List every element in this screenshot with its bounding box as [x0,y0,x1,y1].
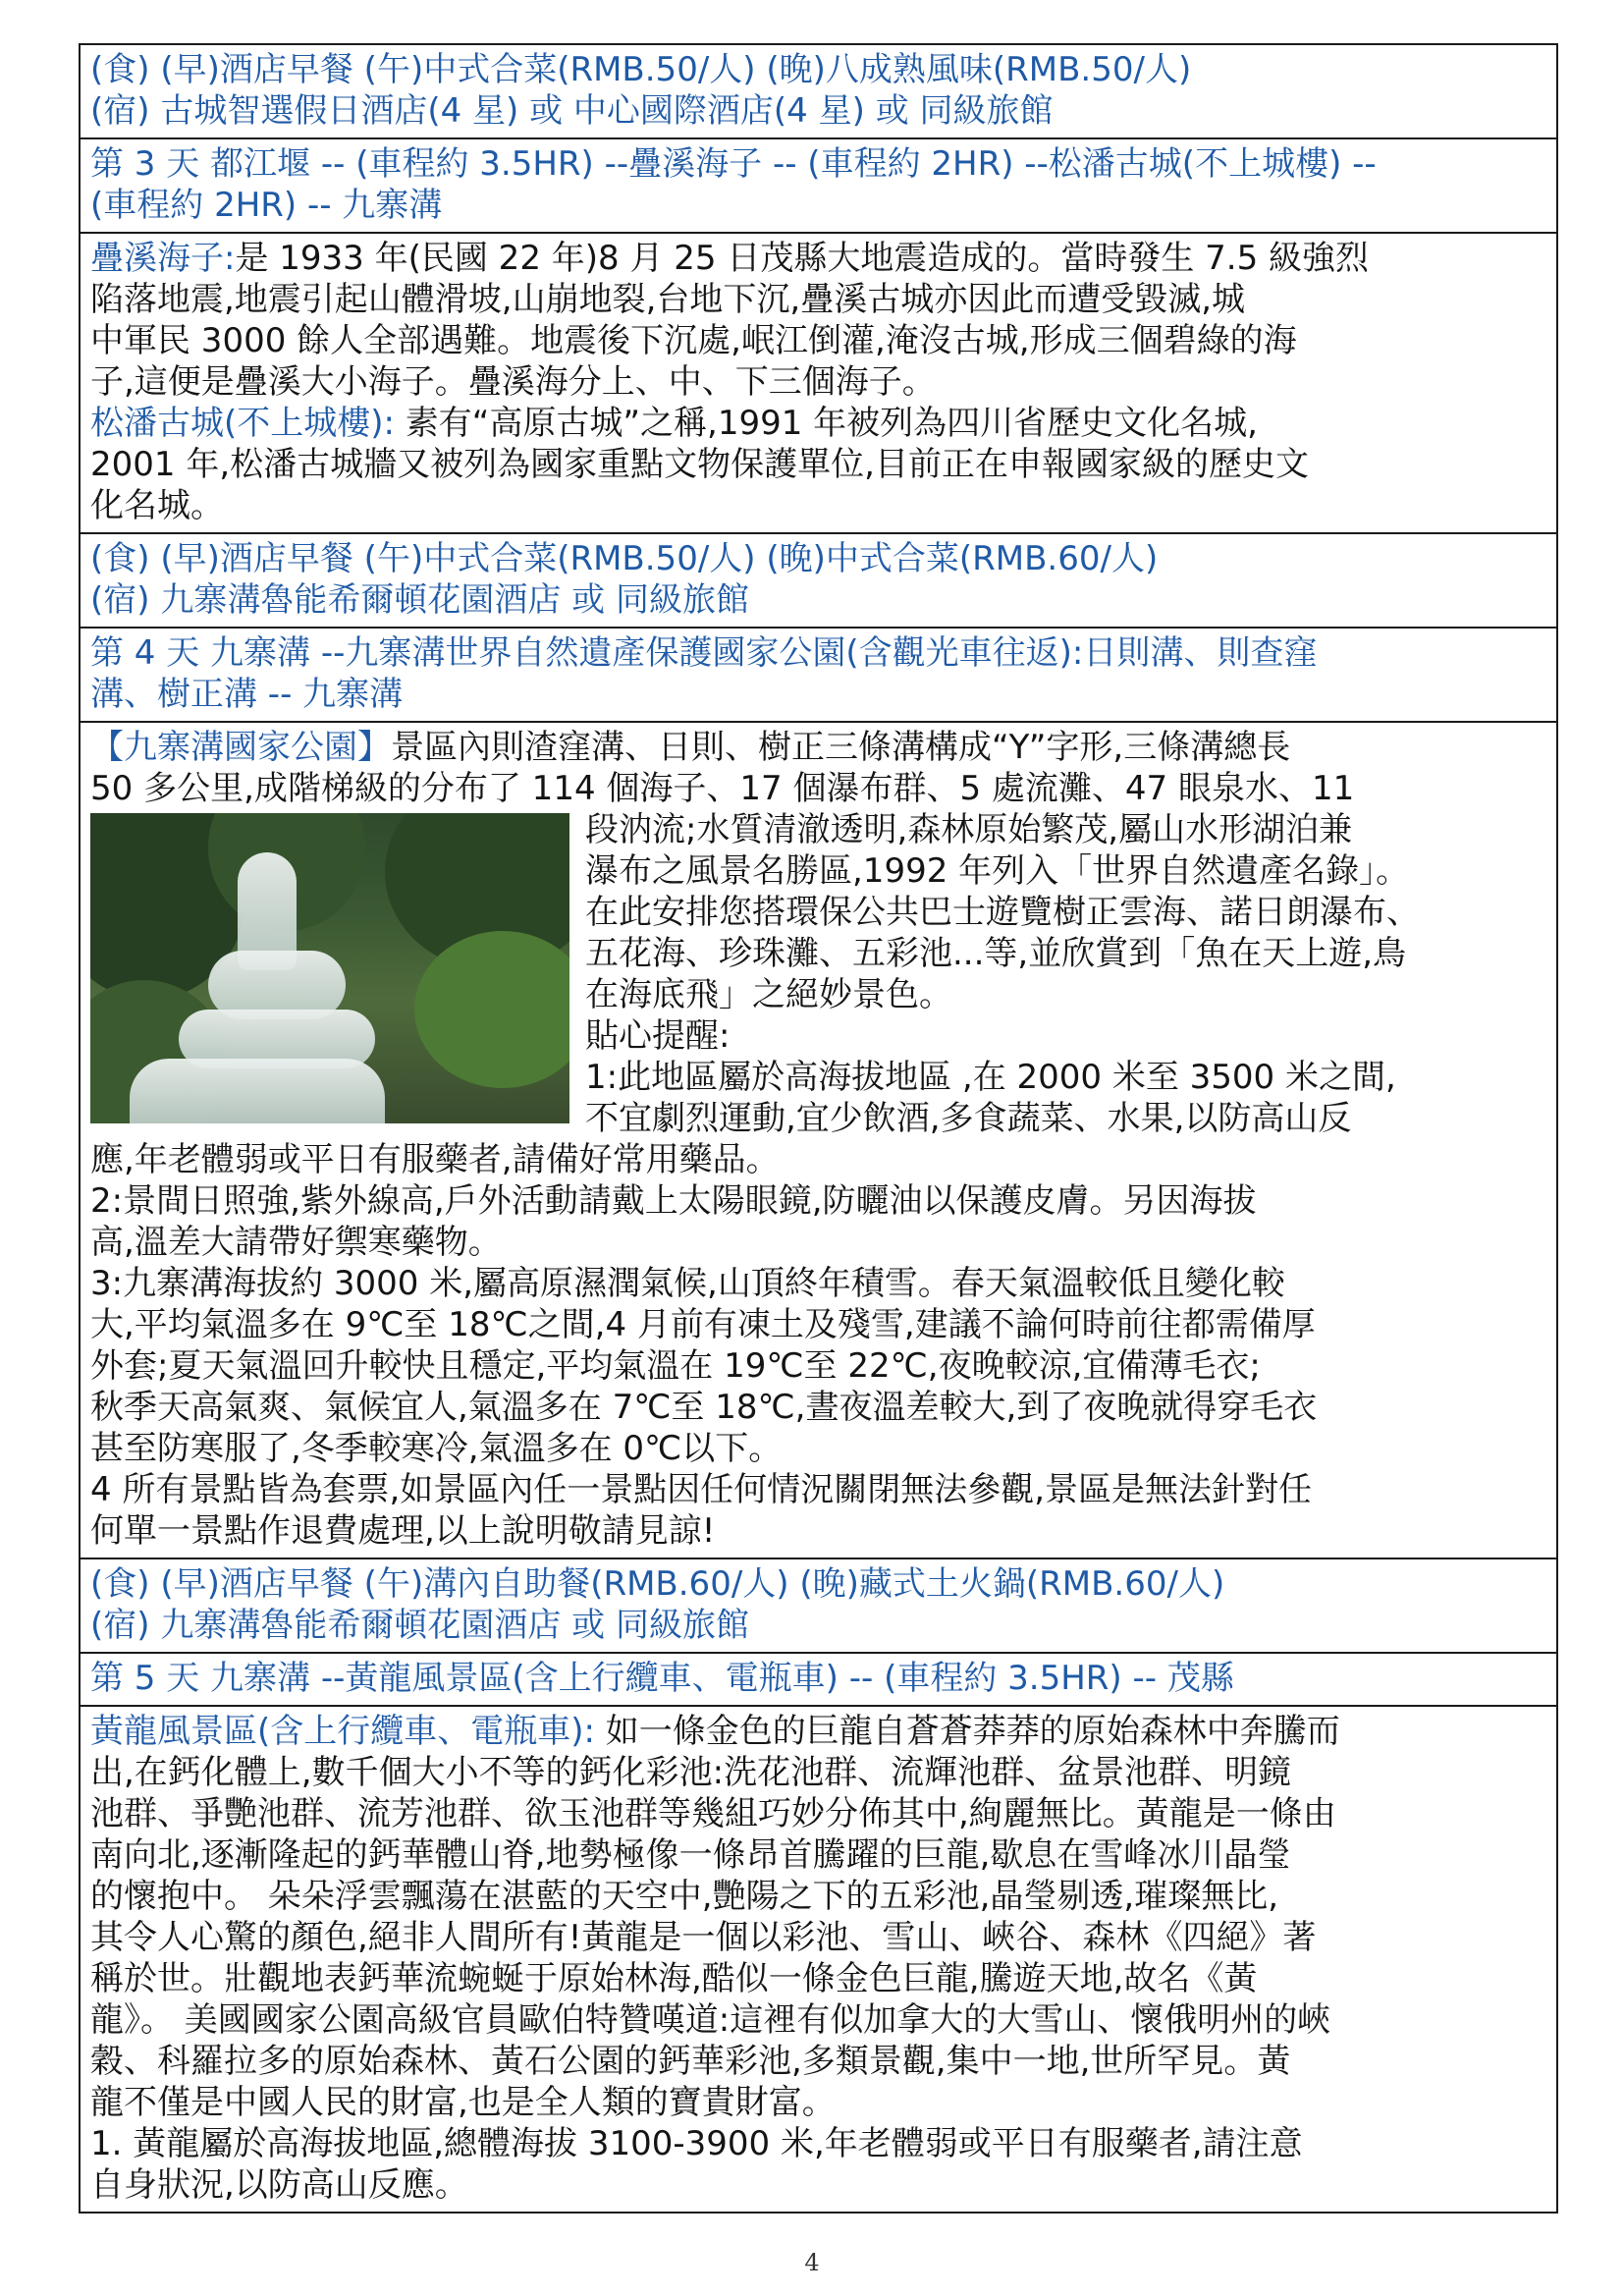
day3-route-line1: 第 3 天 都江堰 -- (車程約 3.5HR) --疊溪海子 -- (車程約 2HR) --松潘古城(不上城樓) -- [90,144,1377,184]
huanglong-label: 黃龍風景區(含上行纜車、電瓶車): [90,1712,595,1751]
diexi-label: 疊溪海子: [90,239,236,278]
tips-heading: 貼心提醒: [585,1016,731,1056]
meal-line: (食) (早)酒店早餐 (午)溝內自助餐(RMB.60/人) (晚)藏式土火鍋(RMB.60/人) [90,1564,1225,1604]
lodging-line: (宿) 古城智選假日酒店(4 星) 或 中心國際酒店(4 星) 或 同級旅館 [90,91,1054,131]
day5-header [81,1654,1556,1707]
altitude-note: 1. 黃龍屬於高海拔地區,總體海拔 3100-3900 米,年老體弱或平日有服藥者,請注意 [90,2124,1303,2163]
day4-route-line2: 溝、樹正溝 -- 九寨溝 [90,675,404,714]
page-number: 4 [804,2249,820,2276]
meal-lodging-row-day3 [81,534,1556,629]
meal-line: (食) (早)酒店早餐 (午)中式合菜(RMB.50/人) (晚)八成熟風味(RMB.50/人) [90,50,1192,89]
altitude-note-cont: 自身狀況,以防高山反應。 [90,2165,468,2205]
lodging-line: (宿) 九寨溝魯能希爾頓花園酒店 或 同級旅館 [90,580,749,620]
day5-description: 黃龍風景區(含上行纜車、電瓶車): 如一條金色的巨龍自蒼蒼莽莽的原始森林中奔騰而 出,在鈣化體上,數千個大小不等的鈣化彩池:洗花池群、流輝池群、盆景池群、明鏡 池群、爭艷池群、流芳池群、欲玉池群等幾組巧妙分佈其中,絢麗無比。黃龍是一條由 南向北,逐漸隆起的鈣華體山脊,地勢極像一條昂首騰躍的巨龍,歇息在雪峰冰川晶瑩 的懷抱中。 朵朵浮雲飄蕩在湛藍的天空中,艷陽之下的五彩池,晶瑩剔透,璀璨無比, 其令人心驚的顏色,絕非人間所有!黃龍是一個以彩池、雪山、峽谷、森林《四絕》著 稱於世。壯觀地表鈣華流蜿蜒于原始林海,酷似一條金色巨龍,騰遊天地,故名《黃 龍》。 美國國家公園高級官員歐伯特贊嘆道:這裡有似加拿大的大雪山、懷俄明州的峽 穀、科羅拉多的原始森林、黃石公園的鈣華彩池,多類景觀,集中一地,世所罕見。黃 龍不僅是中國人民的財富,也是全人類的寶貴財富。 1. 黃龍屬於高海拔地區,總體海拔 3100-3900 米,年老體弱或平日有服藥者,請注意 自身狀況,以防高山反應。 [81,1707,1556,2212]
songpan-label: 松潘古城(不上城樓): [90,404,395,443]
day3-description: 疊溪海子:是 1933 年(民國 22 年)8 月 25 日茂縣大地震造成的。當時發生 7.5 級強烈 陷落地震,地震引起山體滑坡,山崩地裂,台地下沉,疊溪古城亦因此而遭受毀滅,城 中軍民 3000 餘人全部遇難。地震後下沉處,岷江倒灌,淹沒古城,形成三個碧綠的海 子,這便是疊溪大小海子。疊溪海分上、中、下三個海子。 松潘古城(不上城樓): 素有“高原古城”之稱,1991 年被列為四川省歷史文化名城, 2001 年,松潘古城牆又被列為國家重點文物保護單位,目前正在申報國家級的歷史文 化名城。 [81,234,1556,534]
meal-lodging-row-day4 [81,1559,1556,1654]
meal-line: (食) (早)酒店早餐 (午)中式合菜(RMB.50/人) (晚)中式合菜(RMB.60/人) [90,539,1159,578]
itinerary-table [79,43,1558,2214]
lodging-line: (宿) 九寨溝魯能希爾頓花園酒店 或 同級旅館 [90,1606,749,1645]
day4-route-line1: 第 4 天 九寨溝 --九寨溝世界自然遺產保護國家公園(含觀光車往返):日則溝、則查窪 [90,633,1318,673]
meal-lodging-row-day2 [81,45,1556,139]
day4-header [81,629,1556,723]
jiuzhaigou-label: 【九寨溝國家公園】 [90,728,391,767]
day5-route-line1: 第 5 天 九寨溝 --黃龍風景區(含上行纜車、電瓶車) -- (車程約 3.5HR) -- 茂縣 [90,1659,1234,1698]
day4-description: 【九寨溝國家公園】景區內則渣窪溝、日則、樹正三條溝構成“Y”字形,三條溝總長 50 多公里,成階梯級的分布了 114 個海子、17 個瀑布群、5 處流灘、47 眼泉水、11 段汭流;水質清澈透明,森林原始繁茂,屬山水形湖泊兼 瀑布之風景名勝區,1992 年列入「世界自然遺產名錄」。 在此安排您搭環保公共巴士遊覽樹正雲海、諾日朗瀑布、 五花海、珍珠灘、五彩池...等,並欣賞到「魚在天上遊,鳥 在海底飛」之絕妙景色。 貼心提醒: 1:此地區屬於高海拔地區 ,在 2000 米至 3500 米之間, 不宜劇烈運動,宜少飲酒,多食蔬菜、水果,以防高山反 應,年老體弱或平日有服藥者,請備好常用藥品。 2:景間日照強,紫外線高,戶外活動請戴上太陽眼鏡,防曬油以保護皮膚。另因海拔 高,溫差大請帶好禦寒藥物。 3:九寨溝海拔約 3000 米,屬高原濕潤氣候,山頂終年積雪。春天氣溫較低且變化較 大,平均氣溫多在 9℃至 18℃之間,4 月前有凍土及殘雪,建議不論何時前往都需備厚 外套;夏天氣溫回升較快且穩定,平均氣溫在 19℃至 22℃,夜晚較涼,宜備薄毛衣; 秋季天高氣爽、氣候宜人,氣溫多在 7℃至 18℃,晝夜溫差較大,到了夜晚就得穿毛衣 甚至防寒服了,冬季較寒冷,氣溫多在 0℃以下。 4 所有景點皆為套票,如景區內任一景點因任何情況關閉無法參觀,景區是無法針對任 何單一景點作退費處理,以上說明敬請見諒! [81,723,1556,1559]
waterfall-photo [90,813,569,1123]
day3-route-line2: (車程約 2HR) -- 九寨溝 [90,186,443,225]
day3-header [81,139,1556,234]
